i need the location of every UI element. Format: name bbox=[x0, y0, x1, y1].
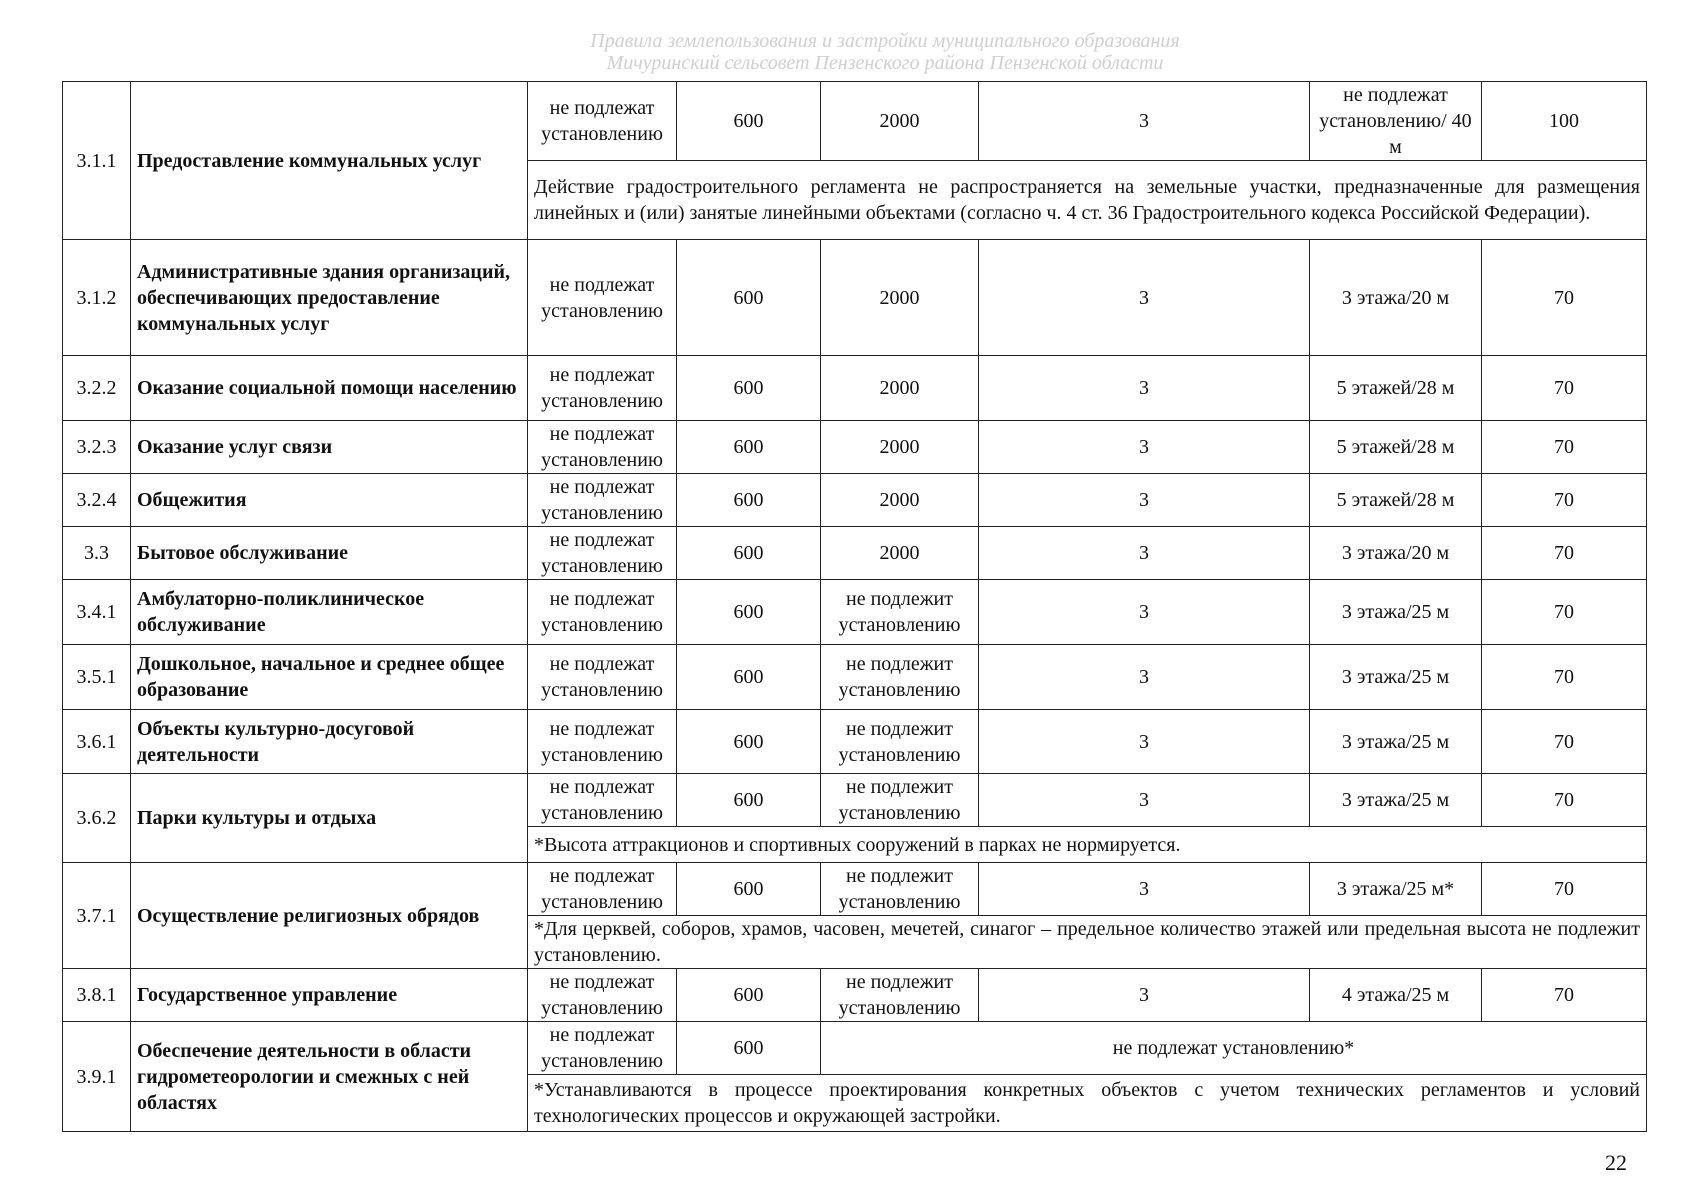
max-height-cell: 3 этажа/25 м bbox=[1310, 774, 1482, 827]
row-name: Амбулаторно-поликлиническое обслуживание bbox=[131, 580, 528, 645]
max-height-cell: 3 этажа/25 м bbox=[1310, 645, 1482, 710]
min-size-cell: не подлежат установлению bbox=[528, 863, 677, 916]
max-area-cell: 2000 bbox=[821, 421, 979, 474]
row-name: Административные здания организаций, обеспечивающих предоставление коммунальных услуг bbox=[131, 240, 528, 356]
min-setback-cell: 3 bbox=[979, 580, 1310, 645]
max-height-cell: 3 этажа/20 м bbox=[1310, 527, 1482, 580]
page-number: 22 bbox=[1605, 1150, 1627, 1175]
table-row bbox=[63, 527, 1647, 580]
row-name: Объекты культурно-досуговой деятельности bbox=[131, 710, 528, 774]
max-area-cell: не подлежит установлению bbox=[821, 969, 979, 1022]
table-row bbox=[63, 774, 1647, 827]
min-setback-cell: 3 bbox=[979, 774, 1310, 827]
max-area-cell: 2000 bbox=[821, 240, 979, 356]
min-setback-cell: 3 bbox=[979, 421, 1310, 474]
table-row bbox=[63, 240, 1647, 356]
row-name: Государственное управление bbox=[131, 969, 528, 1022]
row-code: 3.4.1 bbox=[63, 580, 131, 645]
row-code: 3.6.2 bbox=[63, 774, 131, 863]
min-size-cell: не подлежат установлению bbox=[528, 774, 677, 827]
max-area-cell: не подлежит установлению bbox=[821, 863, 979, 916]
row-code: 3.5.1 bbox=[63, 645, 131, 710]
row-code: 3.3 bbox=[63, 527, 131, 580]
row-code: 3.2.4 bbox=[63, 474, 131, 527]
row-code: 3.8.1 bbox=[63, 969, 131, 1022]
merged-params-cell: не подлежат установлению* bbox=[821, 1022, 1647, 1075]
table-row bbox=[63, 421, 1647, 474]
min-area-cell: 600 bbox=[677, 82, 821, 161]
min-size-cell: не подлежат установлению bbox=[528, 969, 677, 1022]
max-coverage-cell: 70 bbox=[1482, 710, 1647, 774]
max-area-cell: не подлежит установлению bbox=[821, 580, 979, 645]
header-line-1: Правила землепользования и застройки муниципального образования bbox=[590, 30, 1180, 52]
row-name: Бытовое обслуживание bbox=[131, 527, 528, 580]
min-area-cell: 600 bbox=[677, 863, 821, 916]
min-setback-cell: 3 bbox=[979, 645, 1310, 710]
max-height-cell: 3 этажа/20 м bbox=[1310, 240, 1482, 356]
max-area-cell: 2000 bbox=[821, 527, 979, 580]
min-setback-cell: 3 bbox=[979, 82, 1310, 161]
table-row bbox=[63, 82, 1647, 161]
min-area-cell: 600 bbox=[677, 710, 821, 774]
max-coverage-cell: 70 bbox=[1482, 774, 1647, 827]
min-area-cell: 600 bbox=[677, 240, 821, 356]
table-row bbox=[63, 645, 1647, 710]
regulations-table bbox=[62, 81, 1647, 1132]
min-setback-cell: 3 bbox=[979, 710, 1310, 774]
min-area-cell: 600 bbox=[677, 527, 821, 580]
row-note: *Для церквей, соборов, храмов, часовен, мечетей, синагог – предельное количество этажей или предельная высота не подлежит установлению. bbox=[528, 916, 1647, 969]
min-area-cell: 600 bbox=[677, 421, 821, 474]
table-row bbox=[63, 863, 1647, 916]
min-size-cell: не подлежат установлению bbox=[528, 356, 677, 421]
row-name: Оказание социальной помощи населению bbox=[131, 356, 528, 421]
max-height-cell: 3 этажа/25 м bbox=[1310, 580, 1482, 645]
min-size-cell: не подлежат установлению bbox=[528, 710, 677, 774]
table-row bbox=[63, 356, 1647, 421]
max-coverage-cell: 70 bbox=[1482, 356, 1647, 421]
max-height-cell: 5 этажей/28 м bbox=[1310, 474, 1482, 527]
max-coverage-cell: 70 bbox=[1482, 421, 1647, 474]
row-code: 3.7.1 bbox=[63, 863, 131, 969]
max-area-cell: 2000 bbox=[821, 356, 979, 421]
max-height-cell: 3 этажа/25 м bbox=[1310, 710, 1482, 774]
min-area-cell: 600 bbox=[677, 356, 821, 421]
row-note: *Устанавливаются в процессе проектирования конкретных объектов с учетом технических регламентов и условий технологических процессов и окружающей застройки. bbox=[528, 1075, 1647, 1132]
max-coverage-cell: 70 bbox=[1482, 645, 1647, 710]
min-size-cell: не подлежат установлению bbox=[528, 645, 677, 710]
row-name: Парки культуры и отдыха bbox=[131, 774, 528, 863]
table-row bbox=[63, 1022, 1647, 1075]
max-height-cell: 3 этажа/25 м* bbox=[1310, 863, 1482, 916]
running-header bbox=[0, 30, 1697, 74]
row-name: Оказание услуг связи bbox=[131, 421, 528, 474]
min-area-cell: 600 bbox=[677, 580, 821, 645]
max-area-cell: 2000 bbox=[821, 474, 979, 527]
row-code: 3.2.3 bbox=[63, 421, 131, 474]
min-area-cell: 600 bbox=[677, 1022, 821, 1075]
row-note: Действие градостроительного регламента не распространяется на земельные участки, предназначенные для размещения линейных и (или) занятые линейными объектами (согласно ч. 4 ст. 36 Градостроительного кодекса Российской Федерации). bbox=[528, 161, 1647, 240]
max-height-cell: 4 этажа/25 м bbox=[1310, 969, 1482, 1022]
max-coverage-cell: 70 bbox=[1482, 527, 1647, 580]
table-row bbox=[63, 710, 1647, 774]
max-coverage-cell: 70 bbox=[1482, 863, 1647, 916]
min-size-cell: не подлежат установлению bbox=[528, 580, 677, 645]
min-size-cell: не подлежат установлению bbox=[528, 1022, 677, 1075]
row-code: 3.2.2 bbox=[63, 356, 131, 421]
min-size-cell: не подлежат установлению bbox=[528, 421, 677, 474]
max-height-cell: 5 этажей/28 м bbox=[1310, 421, 1482, 474]
max-coverage-cell: 70 bbox=[1482, 240, 1647, 356]
row-code: 3.1.1 bbox=[63, 82, 131, 240]
row-name: Обеспечение деятельности в области гидрометеорологии и смежных с ней областях bbox=[131, 1022, 528, 1132]
min-area-cell: 600 bbox=[677, 774, 821, 827]
min-area-cell: 600 bbox=[677, 645, 821, 710]
max-height-cell: 5 этажей/28 м bbox=[1310, 356, 1482, 421]
min-area-cell: 600 bbox=[677, 474, 821, 527]
row-name: Дошкольное, начальное и среднее общее образование bbox=[131, 645, 528, 710]
min-setback-cell: 3 bbox=[979, 969, 1310, 1022]
min-size-cell: не подлежат установлению bbox=[528, 240, 677, 356]
row-code: 3.6.1 bbox=[63, 710, 131, 774]
min-setback-cell: 3 bbox=[979, 474, 1310, 527]
row-name: Общежития bbox=[131, 474, 528, 527]
max-area-cell: не подлежит установлению bbox=[821, 710, 979, 774]
header-line-2: Мичуринский сельсовет Пензенского района Пензенской области bbox=[606, 52, 1164, 74]
max-coverage-cell: 70 bbox=[1482, 580, 1647, 645]
row-name: Предоставление коммунальных услуг bbox=[131, 82, 528, 240]
row-note: *Высота аттракционов и спортивных сооружений в парках не нормируется. bbox=[528, 827, 1647, 863]
row-code: 3.1.2 bbox=[63, 240, 131, 356]
min-size-cell: не подлежат установлению bbox=[528, 82, 677, 161]
min-area-cell: 600 bbox=[677, 969, 821, 1022]
min-size-cell: не подлежат установлению bbox=[528, 527, 677, 580]
row-code: 3.9.1 bbox=[63, 1022, 131, 1132]
max-area-cell: не подлежит установлению bbox=[821, 774, 979, 827]
min-setback-cell: 3 bbox=[979, 863, 1310, 916]
max-area-cell: не подлежит установлению bbox=[821, 645, 979, 710]
max-height-cell: не подлежат установлению/ 40 м bbox=[1310, 82, 1482, 161]
max-area-cell: 2000 bbox=[821, 82, 979, 161]
max-coverage-cell: 100 bbox=[1482, 82, 1647, 161]
table-row bbox=[63, 580, 1647, 645]
table-row bbox=[63, 474, 1647, 527]
max-coverage-cell: 70 bbox=[1482, 474, 1647, 527]
max-coverage-cell: 70 bbox=[1482, 969, 1647, 1022]
row-name: Осуществление религиозных обрядов bbox=[131, 863, 528, 969]
table-row bbox=[63, 969, 1647, 1022]
min-setback-cell: 3 bbox=[979, 240, 1310, 356]
min-setback-cell: 3 bbox=[979, 356, 1310, 421]
min-setback-cell: 3 bbox=[979, 527, 1310, 580]
min-size-cell: не подлежат установлению bbox=[528, 474, 677, 527]
